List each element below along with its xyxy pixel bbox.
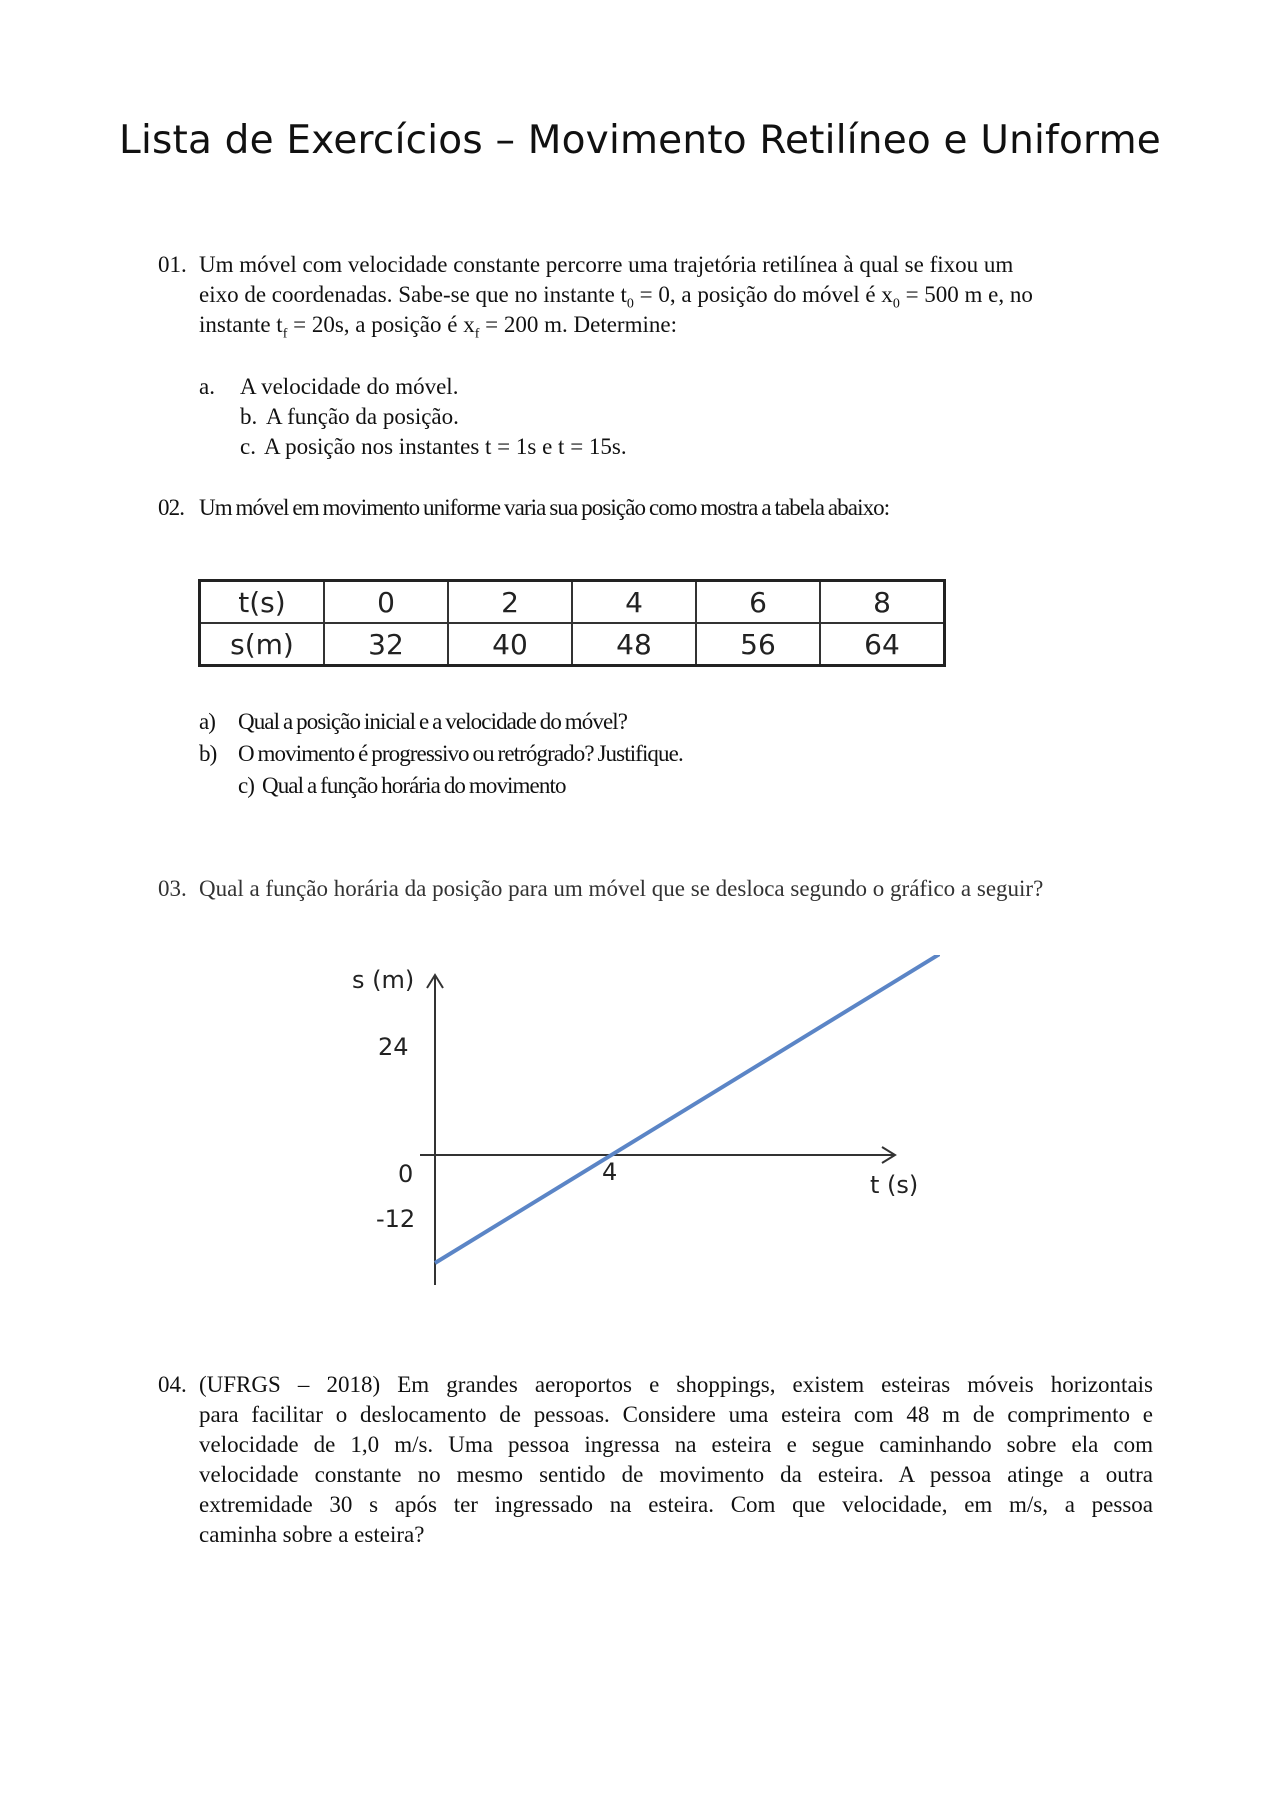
question-text-line: velocidade de 1,0 m/s. Uma pessoa ingressa na esteira e segue caminhando sobre ela com bbox=[199, 1432, 1153, 1457]
table-cell: t(s) bbox=[200, 581, 325, 624]
question-body bbox=[199, 1370, 1153, 1550]
item-label: a) bbox=[199, 709, 216, 734]
table-cell: 32 bbox=[324, 623, 448, 666]
table-cell: 4 bbox=[572, 581, 696, 624]
question-number: 01. bbox=[158, 252, 187, 277]
question-text-line: Um móvel com velocidade constante percorre uma trajetória retilínea à qual se fixou um bbox=[199, 252, 1014, 277]
question-text-line: caminha sobre a esteira? bbox=[199, 1522, 425, 1547]
position-time-graph bbox=[340, 955, 940, 1305]
item-text: Qual a função horária do movimento bbox=[262, 773, 566, 798]
question-number: 03. bbox=[158, 876, 187, 901]
question-number: 04. bbox=[158, 1372, 187, 1397]
x-tick-label: 4 bbox=[602, 1158, 618, 1186]
table-row bbox=[200, 581, 945, 624]
item-label: c) bbox=[238, 773, 255, 798]
item-text: A velocidade do móvel. bbox=[240, 374, 459, 399]
question-text-line: instante $t_f = 20s$, a posição é $x_f = 200$ m. Determine: bbox=[199, 312, 677, 342]
y-axis-label: s (m) bbox=[352, 966, 415, 994]
question-text-line: (UFRGS – 2018) Em grandes aeroportos e shoppings, existem esteiras móveis horizontais bbox=[199, 1372, 1153, 1397]
question-text-line: Qual a função horária da posição para um móvel que se desloca segundo o gráfico a seguir? bbox=[199, 876, 1044, 901]
x-tick-label: 0 bbox=[398, 1160, 414, 1188]
question-text-line: extremidade 30 s após ter ingressado na esteira. Com que velocidade, em m/s, a pessoa bbox=[199, 1492, 1153, 1517]
item-text: A posição nos instantes t = 1s e t = 15s. bbox=[264, 434, 627, 459]
item-text: A função da posição. bbox=[266, 404, 459, 429]
question-text-line: velocidade constante no mesmo sentido de movimento da esteira. A pessoa atinge a outra bbox=[199, 1462, 1153, 1487]
data-table bbox=[198, 579, 946, 667]
question-text-line: para facilitar o deslocamento de pessoas. Considere uma esteira com 48 m de comprimento e bbox=[199, 1402, 1153, 1427]
question-number: 02. bbox=[158, 495, 185, 520]
question-text-line: Um móvel em movimento uniforme varia sua posição como mostra a tabela abaixo: bbox=[199, 495, 890, 520]
table-cell: s(m) bbox=[200, 623, 325, 666]
table-cell: 0 bbox=[324, 581, 448, 624]
item-text: Qual a posição inicial e a velocidade do móvel? bbox=[238, 709, 628, 734]
table-cell: 56 bbox=[696, 623, 820, 666]
table-cell: 40 bbox=[448, 623, 572, 666]
item-label: b) bbox=[199, 741, 217, 766]
item-label: b. bbox=[240, 404, 258, 429]
table-cell: 8 bbox=[820, 581, 945, 624]
y-tick-label: 24 bbox=[378, 1033, 409, 1061]
x-axis-label: t (s) bbox=[870, 1171, 919, 1199]
page-title: Lista de Exercícios – Movimento Retilíneo e Uniforme bbox=[119, 118, 1161, 163]
table-row bbox=[200, 623, 945, 666]
item-text: O movimento é progressivo ou retrógrado? Justifique. bbox=[238, 741, 683, 766]
table-cell: 64 bbox=[820, 623, 945, 666]
question-text-line: eixo de coordenadas. Sabe-se que no instante $t_0 = 0$, a posição do móvel é $x_0 = 500$ m e, no bbox=[199, 282, 1033, 312]
table-cell: 6 bbox=[696, 581, 820, 624]
item-label: a. bbox=[199, 374, 215, 399]
table-cell: 48 bbox=[572, 623, 696, 666]
table-cell: 2 bbox=[448, 581, 572, 624]
data-series-line bbox=[435, 955, 940, 1263]
item-label: c. bbox=[240, 434, 256, 459]
y-tick-label: -12 bbox=[376, 1205, 416, 1233]
